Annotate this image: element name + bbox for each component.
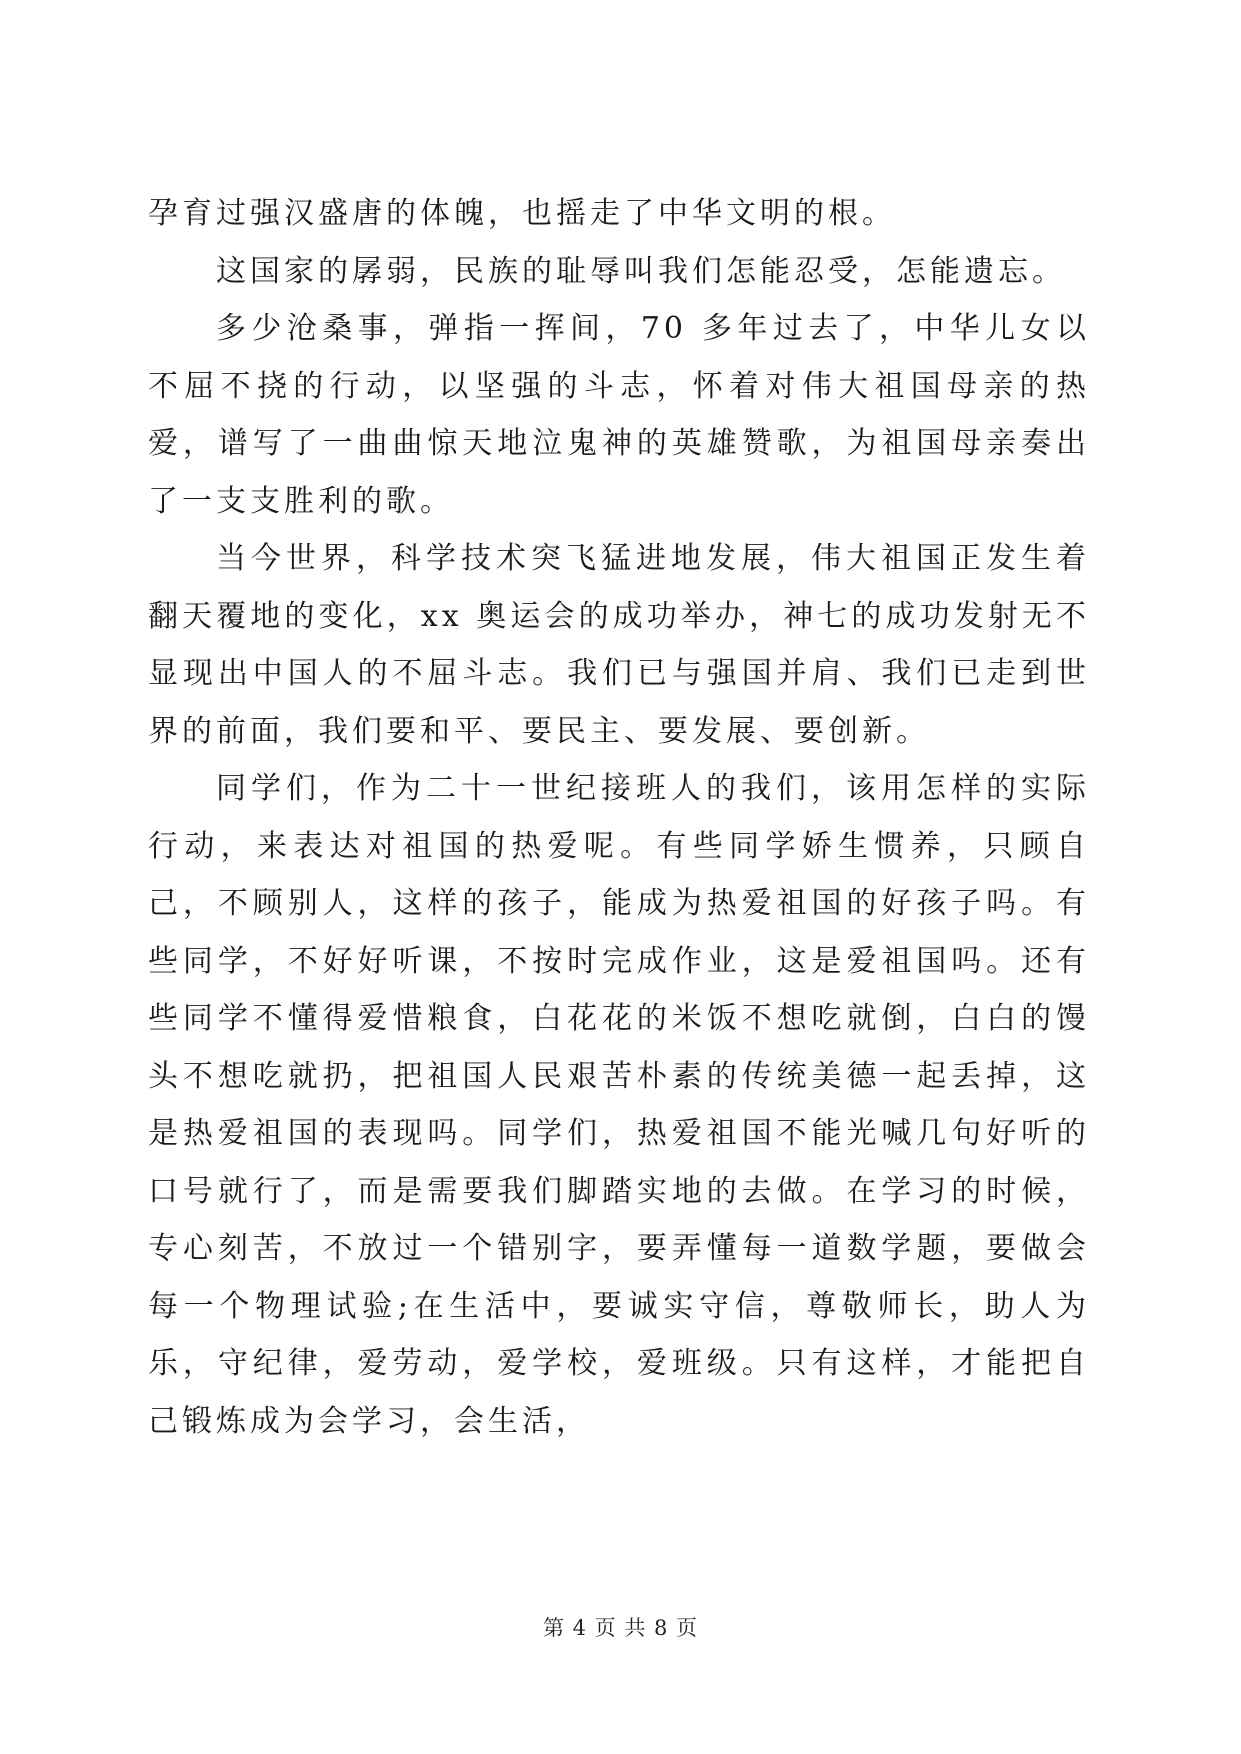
page-number-footer: 第 4 页 共 8 页 [542, 1616, 699, 1640]
paragraph-4: 当今世界，科学技术突飞猛进地发展，伟大祖国正发生着翻天覆地的变化，xx 奥运会的成功举办，神七的成功发射无不显现出中国人的不屈斗志。我们已与强国并肩、我们已走到世界的前面，我们要和平、要民主、要发展、要创新。 [148, 541, 1090, 749]
document-body [148, 185, 1090, 1450]
paragraph-1: 孕育过强汉盛唐的体魄，也摇走了中华文明的根。 [148, 196, 896, 231]
paragraph-2: 这国家的孱弱，民族的耻辱叫我们怎能忍受，怎能遗忘。 [216, 253, 1066, 289]
paragraph-5: 同学们，作为二十一世纪接班人的我们，该用怎样的实际行动，来表达对祖国的热爱呢。有些同学娇生惯养，只顾自己，不顾别人，这样的孩子，能成为热爱祖国的好孩子吗。有些同学，不好好听课，不按时完成作业，这是爱祖国吗。还有些同学不懂得爱惜粮食，白花花的米饭不想吃就倒，白白的馒头不想吃就扔，把祖国人民艰苦朴素的传统美德一起丢掉，这是热爱祖国的表现吗。同学们，热爱祖国不能光喊几句好听的口号就行了，而是需要我们脚踏实地的去做。在学习的时候，专心刻苦，不放过一个错别字，要弄懂每一道数学题，要做会每一个物理试验;在生活中，要诚实守信，尊敬师长，助人为乐，守纪律，爱劳动，爱学校，爱班级。只有这样，才能把自己锻炼成为会学习，会生活， [148, 771, 1090, 1439]
paragraph-3: 多少沧桑事，弹指一挥间，70 多年过去了，中华儿女以不屈不挠的行动，以坚强的斗志，怀着对伟大祖国母亲的热爱，谱写了一曲曲惊天地泣鬼神的英雄赞歌，为祖国母亲奏出了一支支胜利的歌。 [148, 311, 1090, 519]
